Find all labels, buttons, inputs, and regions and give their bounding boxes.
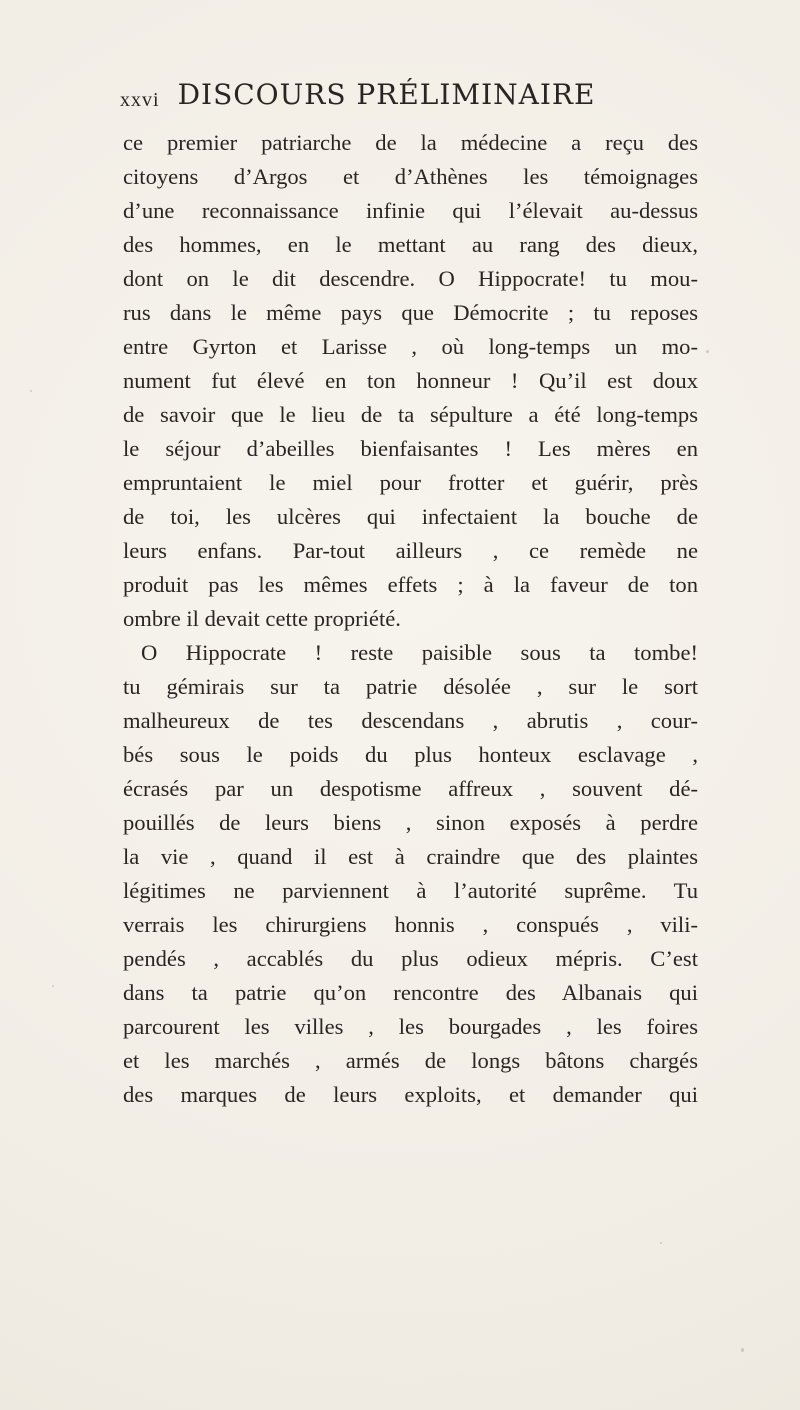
text-line: dans ta patrie qu’on rencontre des Albanais qui xyxy=(123,980,698,1005)
page-header xyxy=(120,78,680,122)
text-line: empruntaient le miel pour frotter et guérir, près xyxy=(123,470,698,495)
text-line: de savoir que le lieu de ta sépulture a été long-temps xyxy=(123,402,698,427)
text-line: citoyens d’Argos et d’Athènes les témoignages xyxy=(123,164,698,189)
text-line: de toi, les ulcères qui infectaient la bouche de xyxy=(123,504,698,529)
text-line: verrais les chirurgiens honnis , conspués , vili- xyxy=(123,912,698,937)
paper-speck xyxy=(741,1348,744,1352)
text-line: la vie , quand il est à craindre que des plaintes xyxy=(123,844,698,869)
text-line: d’une reconnaissance infinie qui l’élevait au-dessus xyxy=(123,198,698,223)
text-line: pouillés de leurs biens , sinon exposés à perdre xyxy=(123,810,698,835)
text-line: leurs enfans. Par-tout ailleurs , ce remède ne xyxy=(123,538,698,563)
paper-speck xyxy=(706,350,709,353)
body-text xyxy=(123,126,698,1112)
text-line-paragraph-end: ombre il devait cette propriété. xyxy=(123,606,401,631)
text-line: rus dans le même pays que Démocrite ; tu reposes xyxy=(123,300,698,325)
paper-speck xyxy=(52,985,54,987)
text-line: légitimes ne parviennent à l’autorité suprême. Tu xyxy=(123,878,698,903)
paper-speck xyxy=(30,390,32,392)
text-line: entre Gyrton et Larisse , où long-temps un mo- xyxy=(123,334,698,359)
text-line-paragraph-start: O Hippocrate ! reste paisible sous ta tombe! xyxy=(141,640,698,665)
text-line: des hommes, en le mettant au rang des dieux, xyxy=(123,232,698,257)
text-line: malheureux de tes descendans , abrutis , cour- xyxy=(123,708,698,733)
text-line: bés sous le poids du plus honteux esclavage , xyxy=(123,742,698,767)
paper-speck xyxy=(660,1242,662,1244)
text-line: des marques de leurs exploits, et demander qui xyxy=(123,1082,698,1107)
text-line: produit pas les mêmes effets ; à la faveur de ton xyxy=(123,572,698,597)
text-line: parcourent les villes , les bourgades , les foires xyxy=(123,1014,698,1039)
text-line: nument fut élevé en ton honneur ! Qu’il est doux xyxy=(123,368,698,393)
text-line: tu gémirais sur ta patrie désolée , sur le sort xyxy=(123,674,698,699)
text-line: dont on le dit descendre. O Hippocrate! tu mou- xyxy=(123,266,698,291)
text-line: le séjour d’abeilles bienfaisantes ! Les mères en xyxy=(123,436,698,461)
text-line: pendés , accablés du plus odieux mépris. C’est xyxy=(123,946,698,971)
running-head: DISCOURS PRÉLIMINAIRE xyxy=(177,78,596,111)
text-line: ce premier patriarche de la médecine a reçu des xyxy=(123,130,698,155)
text-line: et les marchés , armés de longs bâtons chargés xyxy=(123,1048,698,1073)
text-line: écrasés par un despotisme affreux , souvent dé- xyxy=(123,776,698,801)
page-number: xxvi xyxy=(120,89,160,111)
